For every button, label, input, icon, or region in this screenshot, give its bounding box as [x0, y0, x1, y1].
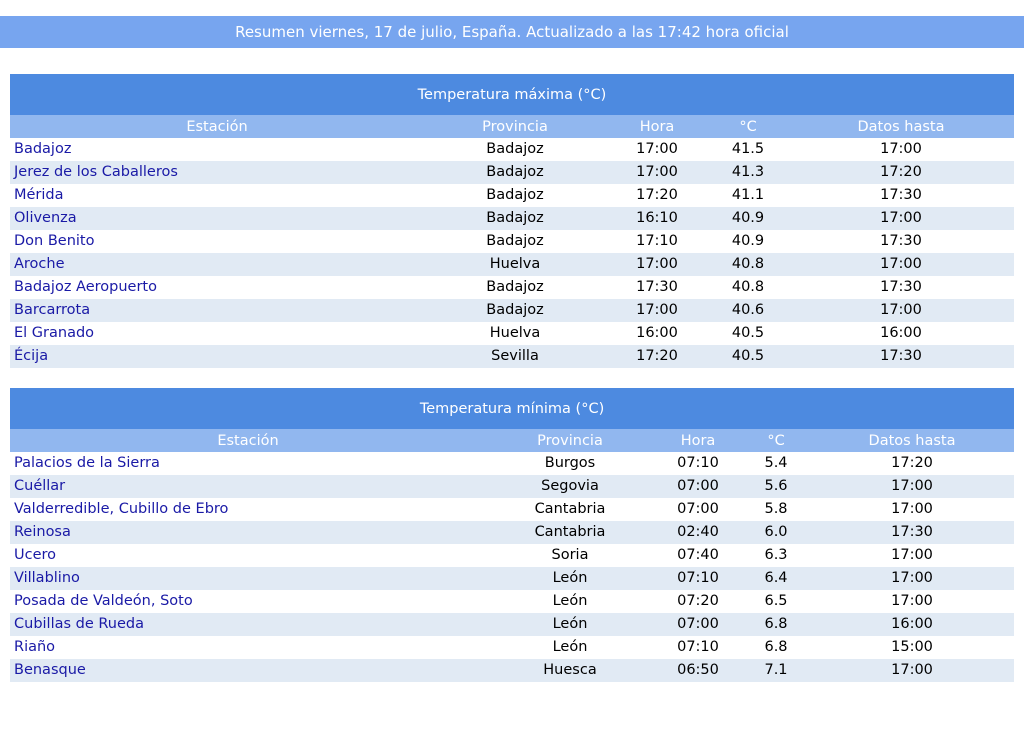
time-cell: 16:00 [606, 322, 708, 345]
temperature-cell: 7.1 [742, 659, 810, 682]
table-row [10, 299, 1014, 322]
station-cell [10, 138, 424, 161]
table-row [10, 498, 1014, 521]
time-cell: 07:10 [654, 452, 742, 475]
station-cell [10, 659, 486, 682]
data-until-cell: 17:00 [810, 498, 1014, 521]
station-cell [10, 230, 424, 253]
station-cell [10, 590, 486, 613]
time-cell: 02:40 [654, 521, 742, 544]
station-link[interactable]: Reinosa [14, 524, 71, 540]
temperature-cell: 41.5 [708, 138, 788, 161]
time-cell: 07:00 [654, 498, 742, 521]
province-cell: Huelva [424, 322, 606, 345]
temperature-cell: 6.5 [742, 590, 810, 613]
table-row [10, 659, 1014, 682]
table-row [10, 322, 1014, 345]
province-cell: Sevilla [424, 345, 606, 368]
time-cell: 07:40 [654, 544, 742, 567]
table-row [10, 475, 1014, 498]
station-link[interactable]: Valderredible, Cubillo de Ebro [14, 501, 229, 517]
data-until-cell: 17:00 [810, 544, 1014, 567]
station-cell [10, 161, 424, 184]
province-cell: León [486, 613, 654, 636]
temperature-cell: 41.1 [708, 184, 788, 207]
col-header-temp: °C [708, 115, 788, 138]
time-cell: 17:00 [606, 253, 708, 276]
max-table-caption: Temperatura máxima (°C) [10, 74, 1014, 115]
province-cell: Badajoz [424, 299, 606, 322]
table-row [10, 636, 1014, 659]
table-row [10, 521, 1014, 544]
station-cell [10, 613, 486, 636]
time-cell: 17:20 [606, 184, 708, 207]
station-cell [10, 475, 486, 498]
station-link[interactable]: Jerez de los Caballeros [14, 164, 178, 180]
temperature-cell: 6.4 [742, 567, 810, 590]
temperature-cell: 40.9 [708, 230, 788, 253]
province-cell: Badajoz [424, 276, 606, 299]
data-until-cell: 16:00 [810, 613, 1014, 636]
temperature-cell: 40.8 [708, 253, 788, 276]
data-until-cell: 17:00 [810, 475, 1014, 498]
col-header-station: Estación [10, 115, 424, 138]
temperature-cell: 5.8 [742, 498, 810, 521]
province-cell: Cantabria [486, 498, 654, 521]
temperature-cell: 41.3 [708, 161, 788, 184]
min-table-caption: Temperatura mínima (°C) [10, 388, 1014, 429]
data-until-cell: 16:00 [788, 322, 1014, 345]
province-cell: Badajoz [424, 207, 606, 230]
station-link[interactable]: Aroche [14, 256, 65, 272]
time-cell: 07:00 [654, 475, 742, 498]
province-cell: Segovia [486, 475, 654, 498]
station-cell [10, 636, 486, 659]
temperature-cell: 40.9 [708, 207, 788, 230]
station-cell [10, 452, 486, 475]
table-row [10, 544, 1014, 567]
province-cell: Huelva [424, 253, 606, 276]
col-header-data-until: Datos hasta [810, 429, 1014, 452]
table-row [10, 452, 1014, 475]
max-temperature-table [10, 74, 1014, 368]
station-link[interactable]: Benasque [14, 662, 86, 678]
station-cell [10, 567, 486, 590]
data-until-cell: 17:00 [788, 253, 1014, 276]
data-until-cell: 17:30 [810, 521, 1014, 544]
station-link[interactable]: Mérida [14, 187, 64, 203]
table-row [10, 276, 1014, 299]
data-until-cell: 17:00 [788, 207, 1014, 230]
province-cell: Burgos [486, 452, 654, 475]
time-cell: 17:30 [606, 276, 708, 299]
temperature-cell: 6.3 [742, 544, 810, 567]
table-row [10, 207, 1014, 230]
province-cell: Cantabria [486, 521, 654, 544]
table-row [10, 230, 1014, 253]
col-header-station: Estación [10, 429, 486, 452]
data-until-cell: 17:30 [788, 345, 1014, 368]
time-cell: 06:50 [654, 659, 742, 682]
station-link[interactable]: Badajoz Aeropuerto [14, 279, 157, 295]
temperature-cell: 40.5 [708, 322, 788, 345]
station-link[interactable]: Écija [14, 348, 49, 364]
col-header-time: Hora [606, 115, 708, 138]
time-cell: 17:10 [606, 230, 708, 253]
time-cell: 07:10 [654, 567, 742, 590]
station-cell [10, 345, 424, 368]
temperature-cell: 40.8 [708, 276, 788, 299]
time-cell: 17:00 [606, 138, 708, 161]
temperature-cell: 40.5 [708, 345, 788, 368]
data-until-cell: 17:30 [788, 230, 1014, 253]
min-temperature-table [10, 388, 1014, 682]
data-until-cell: 17:30 [788, 184, 1014, 207]
province-cell: León [486, 590, 654, 613]
province-cell: Badajoz [424, 138, 606, 161]
province-cell: Huesca [486, 659, 654, 682]
station-link[interactable]: Cuéllar [14, 478, 66, 494]
province-cell: Badajoz [424, 230, 606, 253]
temperature-cell: 6.0 [742, 521, 810, 544]
station-cell [10, 544, 486, 567]
station-link[interactable]: Olivenza [14, 210, 77, 226]
col-header-province: Provincia [486, 429, 654, 452]
station-cell [10, 322, 424, 345]
station-link[interactable]: El Granado [14, 325, 95, 341]
table-row [10, 138, 1014, 161]
province-cell: León [486, 567, 654, 590]
temperature-cell: 6.8 [742, 636, 810, 659]
temperature-cell: 40.6 [708, 299, 788, 322]
station-link[interactable]: Riaño [14, 639, 56, 655]
station-link[interactable]: Villablino [14, 570, 80, 586]
station-cell [10, 276, 424, 299]
data-until-cell: 17:00 [788, 299, 1014, 322]
province-cell: Badajoz [424, 184, 606, 207]
time-cell: 16:10 [606, 207, 708, 230]
col-header-time: Hora [654, 429, 742, 452]
data-until-cell: 15:00 [810, 636, 1014, 659]
station-cell [10, 498, 486, 521]
data-until-cell: 17:00 [788, 138, 1014, 161]
province-cell: León [486, 636, 654, 659]
province-cell: Badajoz [424, 161, 606, 184]
station-cell [10, 184, 424, 207]
station-cell [10, 299, 424, 322]
station-link[interactable]: Cubillas de Rueda [14, 616, 145, 632]
col-header-temp: °C [742, 429, 810, 452]
data-until-cell: 17:20 [810, 452, 1014, 475]
temperature-cell: 5.6 [742, 475, 810, 498]
station-link[interactable]: Ucero [14, 547, 57, 563]
time-cell: 17:00 [606, 161, 708, 184]
station-link[interactable]: Palacios de la Sierra [14, 455, 160, 471]
data-until-cell: 17:00 [810, 590, 1014, 613]
table-row [10, 590, 1014, 613]
time-cell: 07:20 [654, 590, 742, 613]
data-until-cell: 17:00 [810, 659, 1014, 682]
time-cell: 17:20 [606, 345, 708, 368]
station-cell [10, 253, 424, 276]
data-until-cell: 17:30 [788, 276, 1014, 299]
table-row [10, 567, 1014, 590]
time-cell: 17:00 [606, 299, 708, 322]
time-cell: 07:10 [654, 636, 742, 659]
station-link[interactable]: Posada de Valdeón, Soto [14, 593, 193, 609]
data-until-cell: 17:00 [810, 567, 1014, 590]
col-header-data-until: Datos hasta [788, 115, 1014, 138]
table-row [10, 613, 1014, 636]
table-row [10, 184, 1014, 207]
table-row [10, 253, 1014, 276]
station-link[interactable]: Badajoz [14, 141, 72, 157]
station-cell [10, 207, 424, 230]
table-row [10, 161, 1014, 184]
station-cell [10, 521, 486, 544]
col-header-province: Provincia [424, 115, 606, 138]
province-cell: Soria [486, 544, 654, 567]
data-until-cell: 17:20 [788, 161, 1014, 184]
temperature-cell: 5.4 [742, 452, 810, 475]
temperature-cell: 6.8 [742, 613, 810, 636]
station-link[interactable]: Don Benito [14, 233, 95, 249]
station-link[interactable]: Barcarrota [14, 302, 91, 318]
summary-banner: Resumen viernes, 17 de julio, España. Actualizado a las 17:42 hora oficial [0, 16, 1024, 48]
table-row [10, 345, 1014, 368]
time-cell: 07:00 [654, 613, 742, 636]
